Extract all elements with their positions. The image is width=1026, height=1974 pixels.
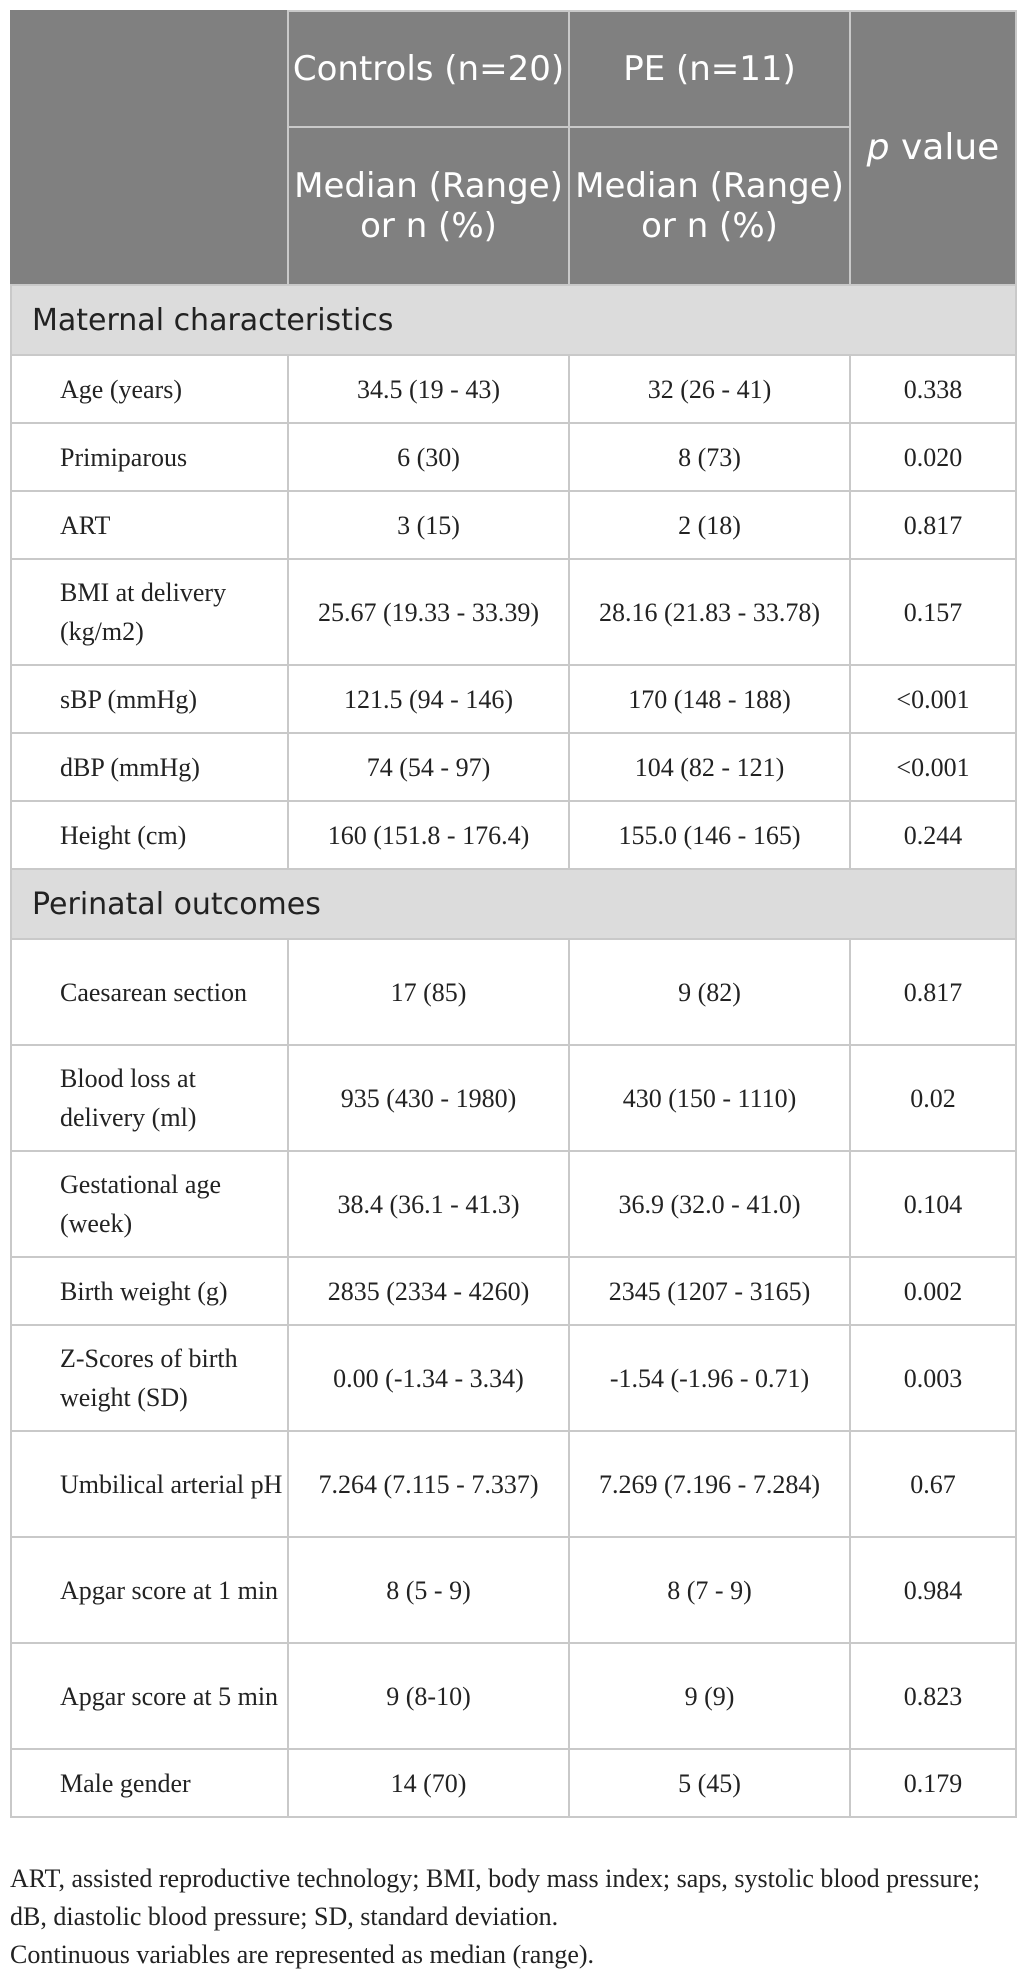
row-label: Height (cm) — [11, 801, 288, 869]
pe-value: 2345 (1207 - 3165) — [569, 1257, 850, 1325]
row-label: Age (years) — [11, 355, 288, 423]
pe-value: 32 (26 - 41) — [569, 355, 850, 423]
p-value: 0.67 — [850, 1431, 1016, 1537]
controls-value: 17 (85) — [288, 939, 569, 1045]
section-title-perinatal: Perinatal outcomes — [11, 869, 1016, 939]
pe-value: 9 (9) — [569, 1643, 850, 1749]
controls-value: 7.264 (7.115 - 7.337) — [288, 1431, 569, 1537]
row-label: sBP (mmHg) — [11, 665, 288, 733]
p-value: 0.817 — [850, 939, 1016, 1045]
row-label: Z-Scores of birth weight (SD) — [11, 1325, 288, 1431]
p-value: 0.003 — [850, 1325, 1016, 1431]
table-row — [11, 1643, 1016, 1749]
pe-value: 8 (7 - 9) — [569, 1537, 850, 1643]
controls-value: 935 (430 - 1980) — [288, 1045, 569, 1151]
pe-value: -1.54 (-1.96 - 0.71) — [569, 1325, 850, 1431]
table-header — [11, 11, 1016, 285]
table-row — [11, 733, 1016, 801]
footnote-abbreviations-line-1: ART, assisted reproductive technology; BMI, body mass index; saps, systolic blood pressure; — [10, 1864, 980, 1893]
footnote-continuous-note: Continuous variables are represented as median (range). — [10, 1940, 595, 1969]
controls-value: 38.4 (36.1 - 41.3) — [288, 1151, 569, 1257]
table-row — [11, 423, 1016, 491]
row-label: Umbilical arterial pH — [11, 1431, 288, 1537]
results-table — [10, 10, 1017, 1818]
pe-value: 104 (82 - 121) — [569, 733, 850, 801]
table-row — [11, 1749, 1016, 1817]
header-controls-sub: Median (Range) or n (%) — [288, 127, 569, 285]
row-label: Apgar score at 1 min — [11, 1537, 288, 1643]
p-value: 0.02 — [850, 1045, 1016, 1151]
p-value: 0.179 — [850, 1749, 1016, 1817]
p-value: 0.157 — [850, 559, 1016, 665]
header-controls: Controls (n=20) — [288, 11, 569, 127]
row-label: BMI at delivery (kg/m2) — [11, 559, 288, 665]
pe-value: 9 (82) — [569, 939, 850, 1045]
pe-value: 28.16 (21.83 - 33.78) — [569, 559, 850, 665]
row-label: ART — [11, 491, 288, 559]
pe-value: 430 (150 - 1110) — [569, 1045, 850, 1151]
p-value: 0.020 — [850, 423, 1016, 491]
pe-value: 2 (18) — [569, 491, 850, 559]
footnote-abbreviations-line-2: dB, diastolic blood pressure; SD, standard deviation. — [10, 1902, 559, 1931]
header-pe: PE (n=11) — [569, 11, 850, 127]
controls-value: 2835 (2334 - 4260) — [288, 1257, 569, 1325]
row-label: dBP (mmHg) — [11, 733, 288, 801]
row-label: Male gender — [11, 1749, 288, 1817]
controls-value: 121.5 (94 - 146) — [288, 665, 569, 733]
p-value: 0.984 — [850, 1537, 1016, 1643]
table-row — [11, 1537, 1016, 1643]
p-value: 0.002 — [850, 1257, 1016, 1325]
header-corner — [11, 11, 288, 285]
pe-value: 8 (73) — [569, 423, 850, 491]
header-pe-sub: Median (Range) or n (%) — [569, 127, 850, 285]
pe-value: 7.269 (7.196 - 7.284) — [569, 1431, 850, 1537]
controls-value: 25.67 (19.33 - 33.39) — [288, 559, 569, 665]
header-p-letter: p — [866, 127, 890, 168]
pe-value: 170 (148 - 188) — [569, 665, 850, 733]
table-row — [11, 801, 1016, 869]
p-value: 0.823 — [850, 1643, 1016, 1749]
controls-value: 6 (30) — [288, 423, 569, 491]
table-row — [11, 1045, 1016, 1151]
p-value: <0.001 — [850, 733, 1016, 801]
controls-value: 8 (5 - 9) — [288, 1537, 569, 1643]
row-label: Caesarean section — [11, 939, 288, 1045]
controls-value: 14 (70) — [288, 1749, 569, 1817]
section-row — [11, 869, 1016, 939]
controls-value: 3 (15) — [288, 491, 569, 559]
table-row — [11, 665, 1016, 733]
controls-value: 9 (8-10) — [288, 1643, 569, 1749]
table-footnote — [10, 1860, 1020, 1974]
table-row — [11, 559, 1016, 665]
pe-value: 36.9 (32.0 - 41.0) — [569, 1151, 850, 1257]
table-row — [11, 1431, 1016, 1537]
header-p-word: value — [889, 127, 1000, 168]
section-title-maternal: Maternal characteristics — [11, 285, 1016, 355]
table-row — [11, 1151, 1016, 1257]
p-value: 0.338 — [850, 355, 1016, 423]
controls-value: 74 (54 - 97) — [288, 733, 569, 801]
row-label: Primiparous — [11, 423, 288, 491]
controls-value: 34.5 (19 - 43) — [288, 355, 569, 423]
row-label: Apgar score at 5 min — [11, 1643, 288, 1749]
p-value: 0.817 — [850, 491, 1016, 559]
row-label: Blood loss at delivery (ml) — [11, 1045, 288, 1151]
header-p-value — [850, 11, 1016, 285]
row-label: Birth weight (g) — [11, 1257, 288, 1325]
p-value: <0.001 — [850, 665, 1016, 733]
controls-value: 160 (151.8 - 176.4) — [288, 801, 569, 869]
table-row — [11, 939, 1016, 1045]
controls-value: 0.00 (-1.34 - 3.34) — [288, 1325, 569, 1431]
row-label: Gestational age (week) — [11, 1151, 288, 1257]
pe-value: 155.0 (146 - 165) — [569, 801, 850, 869]
p-value: 0.104 — [850, 1151, 1016, 1257]
table-row — [11, 1257, 1016, 1325]
table-row — [11, 355, 1016, 423]
p-value: 0.244 — [850, 801, 1016, 869]
table-row — [11, 1325, 1016, 1431]
table-row — [11, 491, 1016, 559]
pe-value: 5 (45) — [569, 1749, 850, 1817]
section-row — [11, 285, 1016, 355]
